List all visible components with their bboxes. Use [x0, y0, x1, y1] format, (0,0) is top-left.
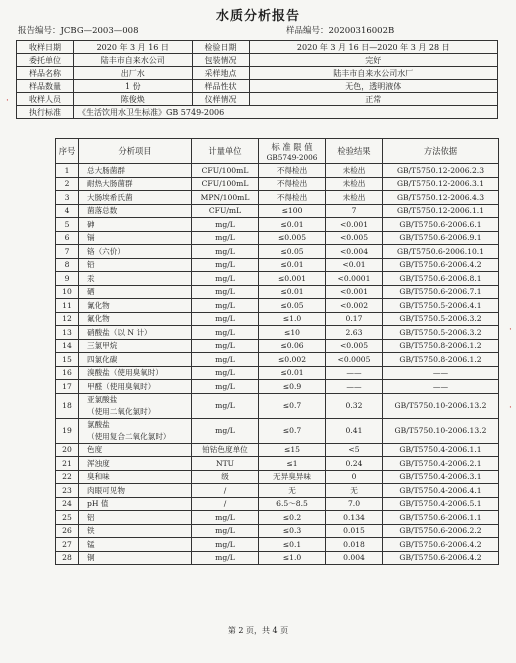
analysis-item-line2: （使用二氧化氯时）: [87, 406, 156, 416]
margin-mark: ·: [509, 403, 512, 413]
analysis-item: 汞: [79, 272, 192, 286]
unit-cell: mg/L: [192, 218, 259, 232]
row-number: 17: [56, 380, 79, 394]
info-label: 样品名称: [17, 67, 74, 80]
method-cell: GB/T5750.12-2006.2.3: [383, 164, 499, 178]
method-cell: GB/T5750.5-2006.3.2: [383, 326, 499, 340]
sample-number-value: 20200316002B: [328, 26, 395, 36]
limit-header-standard: GB5749-2006: [266, 152, 318, 162]
row-number: 27: [56, 538, 79, 552]
table-row: [56, 312, 499, 326]
analysis-item: 铜: [79, 551, 192, 565]
row-number: 26: [56, 524, 79, 538]
unit-cell: mg/L: [192, 272, 259, 286]
method-cell: GB/T5750.4-2006.4.1: [383, 484, 499, 498]
method-cell: GB/T5750.6-2006.6.1: [383, 218, 499, 232]
limit-cell: ≤0.2: [259, 511, 326, 525]
unit-cell: mg/L: [192, 299, 259, 313]
row-number: 16: [56, 366, 79, 380]
info-value: 陆丰市自来水公司水厂: [249, 67, 497, 80]
method-cell: GB/T5750.8-2006.1.2: [383, 353, 499, 367]
row-number: 11: [56, 299, 79, 313]
result-cell: 0.17: [326, 312, 383, 326]
limit-cell: ≤0.3: [259, 524, 326, 538]
method-cell: GB/T5750.6-2006.1.1: [383, 511, 499, 525]
unit-cell: CFU/100mL: [192, 177, 259, 191]
analysis-item: [79, 393, 192, 418]
analysis-item: 铬（六价）: [79, 245, 192, 259]
unit-cell: mg/L: [192, 231, 259, 245]
unit-cell: /: [192, 497, 259, 511]
standard-value: 《生活饮用水卫生标准》GB 5749-2006: [74, 106, 498, 119]
row-number: 20: [56, 443, 79, 457]
row-number: 5: [56, 218, 79, 232]
method-cell: GB/T5750.10-2006.13.2: [383, 393, 499, 418]
method-cell: ——: [383, 366, 499, 380]
row-number: 9: [56, 272, 79, 286]
table-row: [56, 380, 499, 394]
analysis-item: 大肠埃希氏菌: [79, 191, 192, 205]
limit-cell: ≤0.05: [259, 299, 326, 313]
result-cell: 0.015: [326, 524, 383, 538]
row-number: 19: [56, 418, 79, 443]
method-cell: GB/T5750.6-2006.4.2: [383, 551, 499, 565]
table-row: [56, 457, 499, 471]
method-cell: GB/T5750.4-2006.5.1: [383, 497, 499, 511]
margin-mark: ·: [509, 325, 512, 335]
table-row: [56, 326, 499, 340]
row-number: 15: [56, 353, 79, 367]
limit-cell: ≤0.7: [259, 393, 326, 418]
page-footer: 第 2 页，共 4 页: [227, 626, 289, 635]
info-value: 2020 年 3 月 16 日: [74, 41, 193, 54]
info-value: 出厂水: [74, 67, 193, 80]
result-cell: 0.004: [326, 551, 383, 565]
unit-cell: mg/L: [192, 339, 259, 353]
table-row: [56, 272, 499, 286]
result-cell: <0.005: [326, 231, 383, 245]
table-row: [56, 443, 499, 457]
result-cell: <0.001: [326, 218, 383, 232]
limit-cell: ≤0.9: [259, 380, 326, 394]
analysis-item-line1: 亚氯酸盐: [87, 394, 118, 404]
method-cell: GB/T5750.6-2006.10.1: [383, 245, 499, 259]
sample-info-table: [16, 40, 498, 119]
limit-cell: ≤0.1: [259, 538, 326, 552]
limit-cell: ≤1.0: [259, 551, 326, 565]
margin-mark: ·: [6, 96, 9, 106]
result-cell: <5: [326, 443, 383, 457]
analysis-item: 甲醛（使用臭氧时）: [79, 380, 192, 394]
limit-cell: 不得检出: [259, 177, 326, 191]
analysis-item: 氰化物: [79, 299, 192, 313]
method-cell: GB/T5750.4-2006.1.1: [383, 443, 499, 457]
result-cell: <0.002: [326, 299, 383, 313]
limit-cell: 不得检出: [259, 164, 326, 178]
analysis-table: [55, 138, 499, 565]
row-number: 23: [56, 484, 79, 498]
table-row: [56, 218, 499, 232]
limit-cell: ≤1: [259, 457, 326, 471]
result-cell: 无: [326, 484, 383, 498]
limit-cell: 6.5～8.5: [259, 497, 326, 511]
analysis-item: 浑浊度: [79, 457, 192, 471]
limit-cell: ≤100: [259, 204, 326, 218]
limit-cell: ≤0.01: [259, 258, 326, 272]
info-label: 委托单位: [17, 54, 74, 67]
table-row: [56, 353, 499, 367]
result-cell: 未检出: [326, 191, 383, 205]
analysis-item: 肉眼可见物: [79, 484, 192, 498]
limit-cell: ≤0.005: [259, 231, 326, 245]
analysis-item: 硒: [79, 285, 192, 299]
info-value: 正常: [249, 93, 497, 106]
analysis-item: 砷: [79, 218, 192, 232]
unit-cell: mg/L: [192, 245, 259, 259]
col-no-header: 序号: [56, 139, 79, 164]
analysis-item: 耐热大肠菌群: [79, 177, 192, 191]
row-number: 18: [56, 393, 79, 418]
unit-cell: mg/L: [192, 258, 259, 272]
unit-cell: CFU/100mL: [192, 164, 259, 178]
table-row: [56, 164, 499, 178]
info-row: [17, 80, 498, 93]
limit-cell: ≤15: [259, 443, 326, 457]
info-value: 陆丰市自来水公司: [74, 54, 193, 67]
limit-cell: ≤0.001: [259, 272, 326, 286]
analysis-item: 色度: [79, 443, 192, 457]
table-row: [56, 231, 499, 245]
info-row: [17, 67, 498, 80]
table-row: [56, 258, 499, 272]
unit-cell: mg/L: [192, 551, 259, 565]
row-number: 7: [56, 245, 79, 259]
limit-cell: ≤1.0: [259, 312, 326, 326]
result-cell: <0.0001: [326, 272, 383, 286]
result-cell: 7.0: [326, 497, 383, 511]
row-number: 12: [56, 312, 79, 326]
info-label: 检验日期: [192, 41, 249, 54]
unit-cell: mg/L: [192, 312, 259, 326]
method-cell: GB/T5750.5-2006.4.1: [383, 299, 499, 313]
analysis-item: 锰: [79, 538, 192, 552]
analysis-header-row: [56, 139, 499, 164]
unit-cell: mg/L: [192, 353, 259, 367]
table-row: [56, 470, 499, 484]
method-cell: GB/T5750.6-2006.8.1: [383, 272, 499, 286]
row-number: 25: [56, 511, 79, 525]
unit-cell: /: [192, 484, 259, 498]
limit-cell: ≤0.7: [259, 418, 326, 443]
result-cell: 0.018: [326, 538, 383, 552]
col-method-header: 方法依据: [383, 139, 499, 164]
report-title: 水质分析报告: [215, 9, 300, 24]
method-cell: GB/T5750.6-2006.4.2: [383, 258, 499, 272]
info-row: [17, 93, 498, 106]
table-row: [56, 524, 499, 538]
limit-cell: ≤0.05: [259, 245, 326, 259]
method-cell: GB/T5750.4-2006.2.1: [383, 457, 499, 471]
result-cell: 0: [326, 470, 383, 484]
method-cell: GB/T5750.8-2006.1.2: [383, 339, 499, 353]
unit-cell: 铂钴色度单位: [192, 443, 259, 457]
row-number: 1: [56, 164, 79, 178]
result-cell: 0.24: [326, 457, 383, 471]
table-row: [56, 393, 499, 418]
info-value: 1 份: [74, 80, 193, 93]
result-cell: <0.0005: [326, 353, 383, 367]
method-cell: GB/T5750.12-2006.1.1: [383, 204, 499, 218]
method-cell: GB/T5750.6-2006.9.1: [383, 231, 499, 245]
info-label: 仪样情况: [192, 93, 249, 106]
limit-cell: ≤0.06: [259, 339, 326, 353]
result-cell: <0.005: [326, 339, 383, 353]
method-cell: GB/T5750.10-2006.13.2: [383, 418, 499, 443]
info-label: 样品数量: [17, 80, 74, 93]
result-cell: <0.001: [326, 285, 383, 299]
table-row: [56, 511, 499, 525]
unit-cell: mg/L: [192, 285, 259, 299]
analysis-item: [79, 418, 192, 443]
method-cell: ——: [383, 380, 499, 394]
table-row: [56, 538, 499, 552]
table-row: [56, 366, 499, 380]
method-cell: GB/T5750.12-2006.3.1: [383, 177, 499, 191]
unit-cell: mg/L: [192, 524, 259, 538]
table-row: [56, 484, 499, 498]
sample-number-label: 样品编号：: [286, 26, 329, 36]
row-number: 10: [56, 285, 79, 299]
limit-cell: ≤0.01: [259, 285, 326, 299]
result-cell: 0.134: [326, 511, 383, 525]
analysis-item: 铝: [79, 511, 192, 525]
report-number-value: JCBG—2003—008: [60, 26, 139, 36]
table-row: [56, 245, 499, 259]
col-limit-header: [259, 139, 326, 164]
analysis-item: 溴酸盐（使用臭氧时）: [79, 366, 192, 380]
unit-cell: mg/L: [192, 511, 259, 525]
analysis-item: 总大肠菌群: [79, 164, 192, 178]
table-row: [56, 551, 499, 565]
result-cell: 0.41: [326, 418, 383, 443]
row-number: 22: [56, 470, 79, 484]
analysis-item-line2: （使用复合二氧化氯时）: [87, 431, 171, 441]
standard-row: [17, 106, 498, 119]
info-row: [17, 41, 498, 54]
row-number: 2: [56, 177, 79, 191]
row-number: 6: [56, 231, 79, 245]
analysis-item: 菌落总数: [79, 204, 192, 218]
info-label: 收样日期: [17, 41, 74, 54]
info-label: 采样地点: [192, 67, 249, 80]
limit-cell: 无异臭异味: [259, 470, 326, 484]
method-cell: GB/T5750.4-2006.3.1: [383, 470, 499, 484]
info-value: 无色，透明液体: [249, 80, 497, 93]
sample-number: [286, 24, 394, 36]
row-number: 28: [56, 551, 79, 565]
result-cell: 未检出: [326, 164, 383, 178]
limit-cell: 无: [259, 484, 326, 498]
table-row: [56, 191, 499, 205]
info-value: 陈俊焕: [74, 93, 193, 106]
row-number: 24: [56, 497, 79, 511]
info-value: 2020 年 3 月 16 日—2020 年 3 月 28 日: [249, 41, 497, 54]
table-row: [56, 204, 499, 218]
method-cell: GB/T5750.6-2006.4.2: [383, 538, 499, 552]
standard-label: 执行标准: [17, 106, 74, 119]
result-cell: 0.32: [326, 393, 383, 418]
table-row: [56, 497, 499, 511]
method-cell: GB/T5750.6-2006.7.1: [383, 285, 499, 299]
limit-cell: ≤0.01: [259, 366, 326, 380]
analysis-item: 镉: [79, 231, 192, 245]
limit-cell: ≤0.01: [259, 218, 326, 232]
table-row: [56, 418, 499, 443]
analysis-item: pH 值: [79, 497, 192, 511]
unit-cell: 级: [192, 470, 259, 484]
table-row: [56, 285, 499, 299]
info-label: 包装情况: [192, 54, 249, 67]
result-cell: ——: [326, 380, 383, 394]
limit-cell: ≤10: [259, 326, 326, 340]
unit-cell: mg/L: [192, 418, 259, 443]
analysis-item: 铁: [79, 524, 192, 538]
analysis-item: 硝酸盐（以 N 计）: [79, 326, 192, 340]
report-number: [18, 24, 138, 36]
unit-cell: CFU/mL: [192, 204, 259, 218]
info-label: 样品性状: [192, 80, 249, 93]
limit-cell: ≤0.002: [259, 353, 326, 367]
col-result-header: 检验结果: [326, 139, 383, 164]
analysis-item: 铅: [79, 258, 192, 272]
row-number: 8: [56, 258, 79, 272]
method-cell: GB/T5750.12-2006.4.3: [383, 191, 499, 205]
analysis-item: 四氯化碳: [79, 353, 192, 367]
info-value: 完好: [249, 54, 497, 67]
method-cell: GB/T5750.6-2006.2.2: [383, 524, 499, 538]
analysis-item: 氟化物: [79, 312, 192, 326]
limit-header-text: 标 准 限 值: [271, 141, 313, 152]
result-cell: 2.63: [326, 326, 383, 340]
col-unit-header: 计量单位: [192, 139, 259, 164]
method-cell: GB/T5750.5-2006.3.2: [383, 312, 499, 326]
row-number: 21: [56, 457, 79, 471]
row-number: 4: [56, 204, 79, 218]
result-cell: <0.004: [326, 245, 383, 259]
unit-cell: mg/L: [192, 393, 259, 418]
unit-cell: mg/L: [192, 326, 259, 340]
result-cell: 未检出: [326, 177, 383, 191]
limit-cell: 不得检出: [259, 191, 326, 205]
result-cell: ——: [326, 366, 383, 380]
col-item-header: 分析项目: [79, 139, 192, 164]
unit-cell: MPN/100mL: [192, 191, 259, 205]
analysis-item: 臭和味: [79, 470, 192, 484]
analysis-item: 三氯甲烷: [79, 339, 192, 353]
table-row: [56, 299, 499, 313]
unit-cell: NTU: [192, 457, 259, 471]
info-row: [17, 54, 498, 67]
table-row: [56, 339, 499, 353]
result-cell: <0.01: [326, 258, 383, 272]
row-number: 13: [56, 326, 79, 340]
result-cell: 7: [326, 204, 383, 218]
table-row: [56, 177, 499, 191]
unit-cell: mg/L: [192, 380, 259, 394]
row-number: 14: [56, 339, 79, 353]
info-label: 收样人员: [17, 93, 74, 106]
unit-cell: mg/L: [192, 366, 259, 380]
report-number-label: 报告编号：: [18, 26, 61, 36]
analysis-item-line1: 氯酸盐: [87, 419, 110, 429]
unit-cell: mg/L: [192, 538, 259, 552]
row-number: 3: [56, 191, 79, 205]
